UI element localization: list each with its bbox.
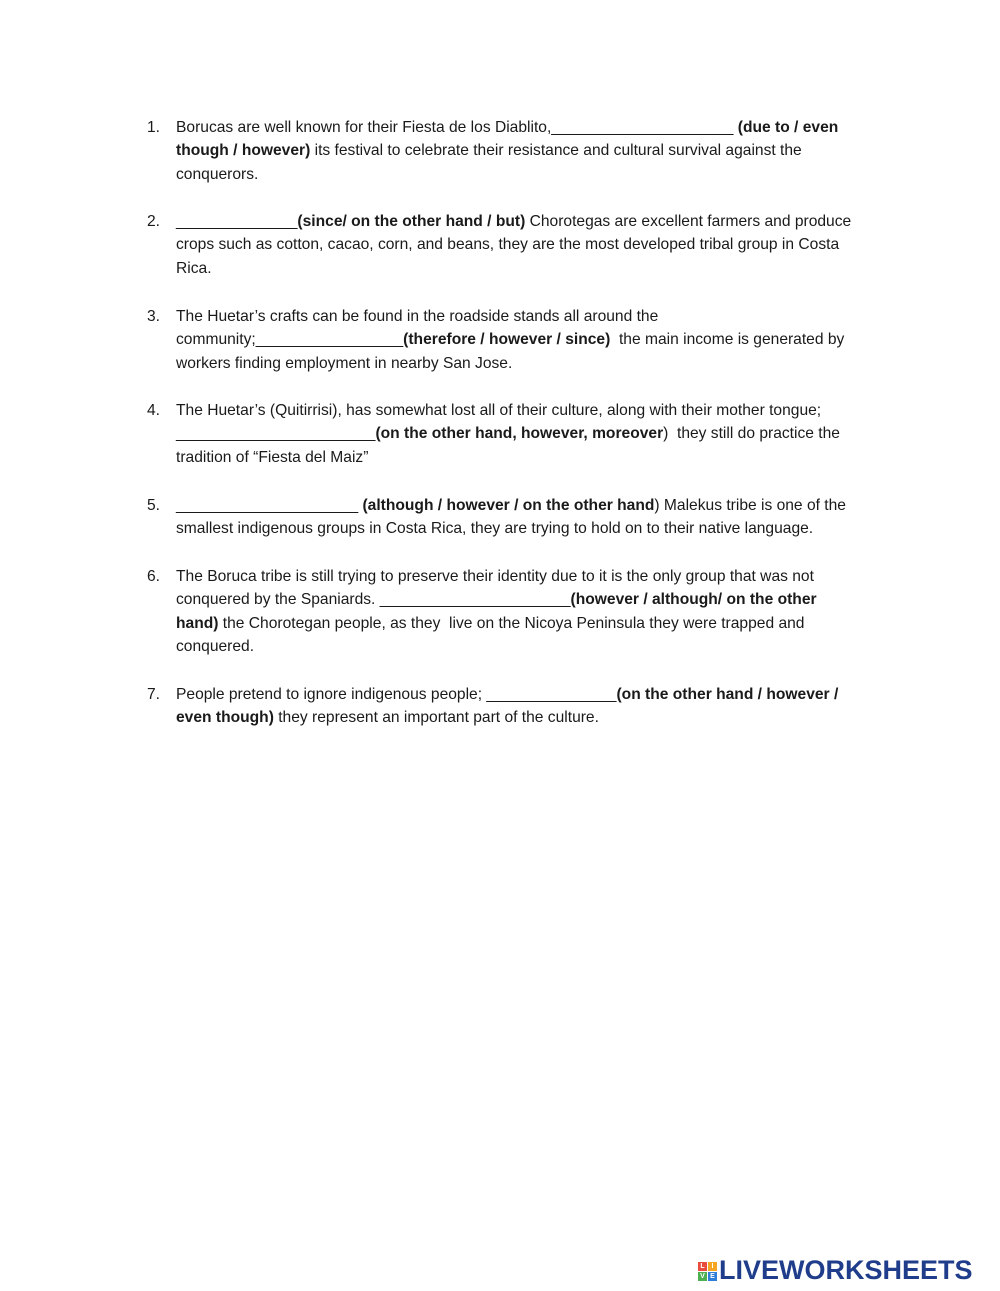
question-text: [176, 399, 889, 469]
connector-options: (due to / even: [733, 119, 839, 136]
sentence-fragment: workers finding employment in nearby San Jose.: [176, 354, 513, 372]
question-number: 6.: [147, 568, 161, 585]
question-line: [176, 588, 889, 611]
logo-box-e: E: [708, 1272, 717, 1281]
question-line: [176, 565, 889, 588]
question-text: [176, 210, 889, 280]
answer-blank[interactable]: _____________________: [551, 119, 734, 136]
question-number: 7.: [147, 686, 161, 703]
sentence-fragment: the Chorotegan people, as they live on the Nicoya Peninsula they were trapped and: [218, 614, 805, 632]
sentence-fragment: Borucas are well known for their Fiesta de los Diablito,: [176, 119, 552, 136]
connector-options: (on the other hand / however /: [616, 686, 839, 703]
connector-options: (since/ on the other hand / but): [297, 213, 526, 230]
sentence-fragment: The Huetar’s crafts can be found in the roadside stands all around the: [176, 308, 659, 325]
liveworksheets-logo: [698, 1254, 973, 1286]
logo-box-i: I: [708, 1262, 717, 1271]
question-line: [176, 257, 889, 280]
sentence-fragment: Rica.: [176, 259, 212, 277]
question-line: [176, 446, 889, 469]
question-line: [176, 210, 889, 233]
sentence-fragment: they represent an important part of the culture.: [273, 709, 599, 727]
question-line: [176, 635, 889, 658]
question-line: [176, 305, 889, 328]
question-number: 3.: [147, 308, 161, 325]
answer-blank[interactable]: ______________: [176, 213, 298, 230]
question-line: [176, 139, 889, 162]
sentence-fragment: smallest indigenous groups in Costa Rica, they are trying to hold on to their native language.: [176, 520, 814, 538]
answer-blank[interactable]: _________________: [255, 331, 404, 349]
question-text: [176, 116, 889, 186]
sentence-fragment: the main income is generated by: [610, 331, 845, 349]
logo-text: LIVEWORKSHEETS: [719, 1254, 973, 1285]
connector-options: (however / although/ on the other: [570, 591, 817, 609]
answer-blank[interactable]: _______________: [486, 686, 617, 703]
question-line: [176, 163, 889, 186]
connector-options: (on the other hand, however, moreover: [375, 425, 664, 443]
question-line: [176, 517, 889, 540]
question-line: [176, 328, 889, 351]
sentence-fragment: tradition of “Fiesta del Maiz”: [176, 448, 369, 466]
question-number: 2.: [147, 213, 161, 230]
question-text: [176, 494, 889, 541]
connector-options: though / however): [176, 142, 311, 160]
connector-options: hand): [176, 614, 219, 632]
question-text: [176, 305, 889, 375]
question-number: 4.: [147, 402, 161, 419]
question-number: 1.: [147, 119, 161, 136]
sentence-fragment: The Huetar’s (Quitirrisi), has somewhat lost all of their culture, along with their mother tongue;: [176, 402, 822, 419]
logo-box-l: L: [698, 1262, 707, 1271]
question-text: [176, 565, 889, 659]
question-line: [176, 683, 889, 706]
connector-options: (although / however / on the other hand: [358, 497, 655, 514]
question-line: [176, 399, 889, 422]
question-text: [176, 683, 889, 730]
question-number: 5.: [147, 497, 161, 514]
answer-blank[interactable]: ______________________: [379, 591, 571, 609]
sentence-fragment: People pretend to ignore indigenous people;: [176, 686, 487, 703]
sentence-fragment: conquered by the Spaniards.: [176, 591, 380, 609]
question-line: [176, 706, 889, 729]
sentence-fragment: community;: [176, 331, 256, 349]
logo-mark-icon: [698, 1262, 717, 1281]
sentence-fragment: The Boruca tribe is still trying to preserve their identity due to it is the only group that was not: [176, 568, 814, 585]
question-line: [176, 233, 889, 256]
sentence-fragment: ) they still do practice the: [663, 425, 840, 443]
question-line: [176, 612, 889, 635]
question-line: [176, 352, 889, 375]
sentence-fragment: conquered.: [176, 638, 255, 656]
answer-blank[interactable]: _____________________: [176, 497, 359, 514]
connector-options: even though): [176, 709, 274, 727]
sentence-fragment: its festival to celebrate their resistance and cultural survival against the: [310, 142, 802, 160]
question-line: [176, 116, 889, 139]
sentence-fragment: ) Malekus tribe is one of the: [654, 497, 846, 514]
sentence-fragment: conquerors.: [176, 165, 259, 183]
logo-box-v: V: [698, 1272, 707, 1281]
sentence-fragment: crops such as cotton, cacao, corn, and beans, they are the most developed tribal group in Costa: [176, 236, 840, 254]
sentence-fragment: Chorotegas are excellent farmers and produce: [525, 213, 852, 230]
connector-options: (therefore / however / since): [403, 331, 611, 349]
question-line: [176, 494, 889, 517]
question-line: [176, 422, 889, 445]
answer-blank[interactable]: _______________________: [176, 425, 376, 443]
